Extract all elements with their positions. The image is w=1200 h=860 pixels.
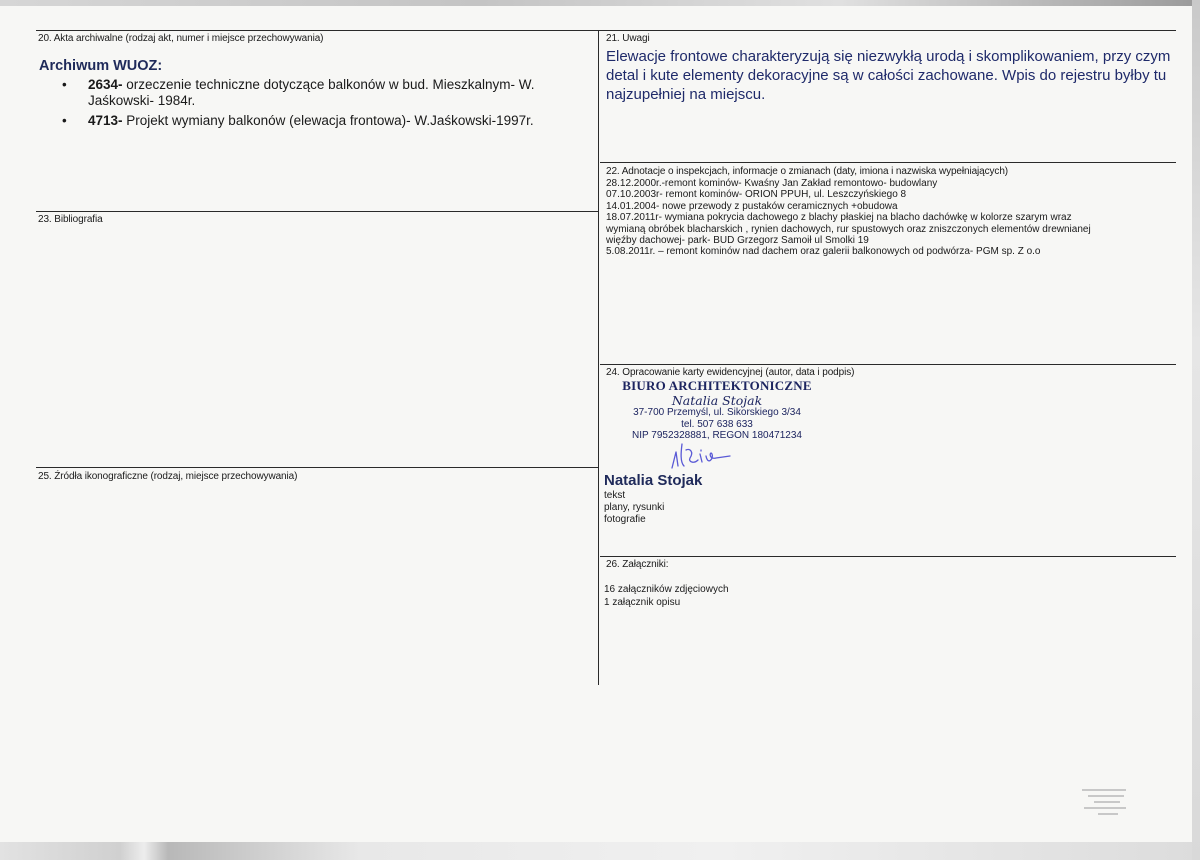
section-22-label: 22. Adnotacje o inspekcjach, informacje o zmianach (daty, imiona i nazwiska wypełniających) [606, 166, 1009, 177]
rule-23-25 [36, 467, 598, 468]
archive-item [62, 113, 582, 129]
stamp-office: BIURO ARCHITEKTONICZNE [622, 378, 812, 393]
stamp-person: Natalia Stojak [671, 393, 763, 408]
rule-21-22 [600, 162, 1176, 163]
section-23-label: 23. Bibliografia [38, 214, 103, 225]
archive-item-text: orzeczenie techniczne dotyczące balkonów w bud. Mieszkalnym- W. Jaśkowski- 1984r. [88, 77, 535, 108]
attachment-item: 1 załącznik opisu [604, 596, 681, 608]
inspection-entries [606, 178, 1186, 258]
scan-bottom-edge [0, 842, 1200, 860]
rule-20-23 [36, 211, 598, 212]
rule-24-26 [600, 556, 1176, 557]
section-24-label: 24. Opracowanie karty ewidencyjnej (autor, data i podpis) [606, 367, 855, 378]
inspection-entry: 07.10.2003r- remont kominów- ORION PPUH, ul. Leszczyńskiego 8 [606, 189, 907, 201]
scan-right-edge [1192, 0, 1200, 860]
attachment-item: 16 załączników zdjęciowych [604, 584, 729, 595]
author-items [604, 490, 664, 526]
author-item: fotografie [604, 514, 646, 525]
archive-list [62, 77, 582, 133]
author-item: tekst [604, 490, 626, 501]
stamp-tax-id: NIP 7952328881, REGON 180471234 [632, 430, 802, 441]
stamp-phone: tel. 507 638 633 [681, 418, 753, 430]
archive-item-number: 4713- [88, 113, 123, 128]
stamp-address: 37-700 Przemyśl, ul. Sikorskiego 3/34 [633, 407, 801, 418]
archive-heading: Archiwum WUOZ: [39, 58, 163, 74]
inspection-entry: wymianą obróbek blacharskich , rynien dachowych, rur spustowych oraz zniszczonych elementów drewnianej [606, 223, 1091, 235]
rule-22-24 [600, 364, 1176, 365]
signature-icon [668, 438, 738, 472]
section-25-label: 25. Źródła ikonograficzne (rodzaj, miejsce przechowywania) [38, 471, 298, 482]
inspection-entry: 28.12.2000r.-remont kominów- Kwaśny Jan Zakład remontowo- budowlany [606, 178, 938, 189]
archive-item-number: 2634- [88, 77, 123, 92]
archive-item-text: Projekt wymiany balkonów (elewacja frontowa)- W.Jaśkowski-1997r. [122, 113, 534, 128]
section-20-label: 20. Akta archiwalne (rodzaj akt, numer i miejsce przechowywania) [38, 33, 324, 44]
remarks-text: Elewacje frontowe charakteryzują się niezwykłą urodą i skomplikowaniem, przy czym detal i kute elementy dekoracyjne są w całości zachowane. Wpis do rejestru byłby tu najzupełniej na miejscu. [606, 48, 1171, 103]
column-divider [598, 30, 599, 685]
office-stamp [612, 378, 822, 442]
inspection-entry: więźby dachowej- park- BUD Grzegorz Samoił ul Smolki 19 [606, 235, 869, 247]
section-21-label: 21. Uwagi [606, 33, 650, 44]
inspection-entry: 5.08.2011r. – remont kominów nad dachem oraz galerii balkonowych od podwórza- PGM sp. Z o.o [606, 246, 1041, 258]
archive-item [62, 77, 582, 109]
bullet-icon: • [62, 113, 67, 128]
bullet-icon: • [62, 77, 67, 92]
top-rule [36, 30, 1176, 31]
scribble-mark [1080, 784, 1130, 820]
attachments-list [604, 584, 729, 609]
author-item: plany, rysunki [604, 502, 665, 513]
inspection-entry: 14.01.2004- nowe przewody z pustaków ceramicznych +obudowa [606, 200, 898, 212]
author-name: Natalia Stojak [604, 472, 703, 489]
inspection-entry: 18.07.2011r- wymiana pokrycia dachowego z blachy płaskiej na blacho dachówkę w kolorze szarym wraz [606, 212, 1072, 224]
section-26-label: 26. Załączniki: [606, 559, 669, 570]
scan-top-edge [0, 0, 1200, 6]
